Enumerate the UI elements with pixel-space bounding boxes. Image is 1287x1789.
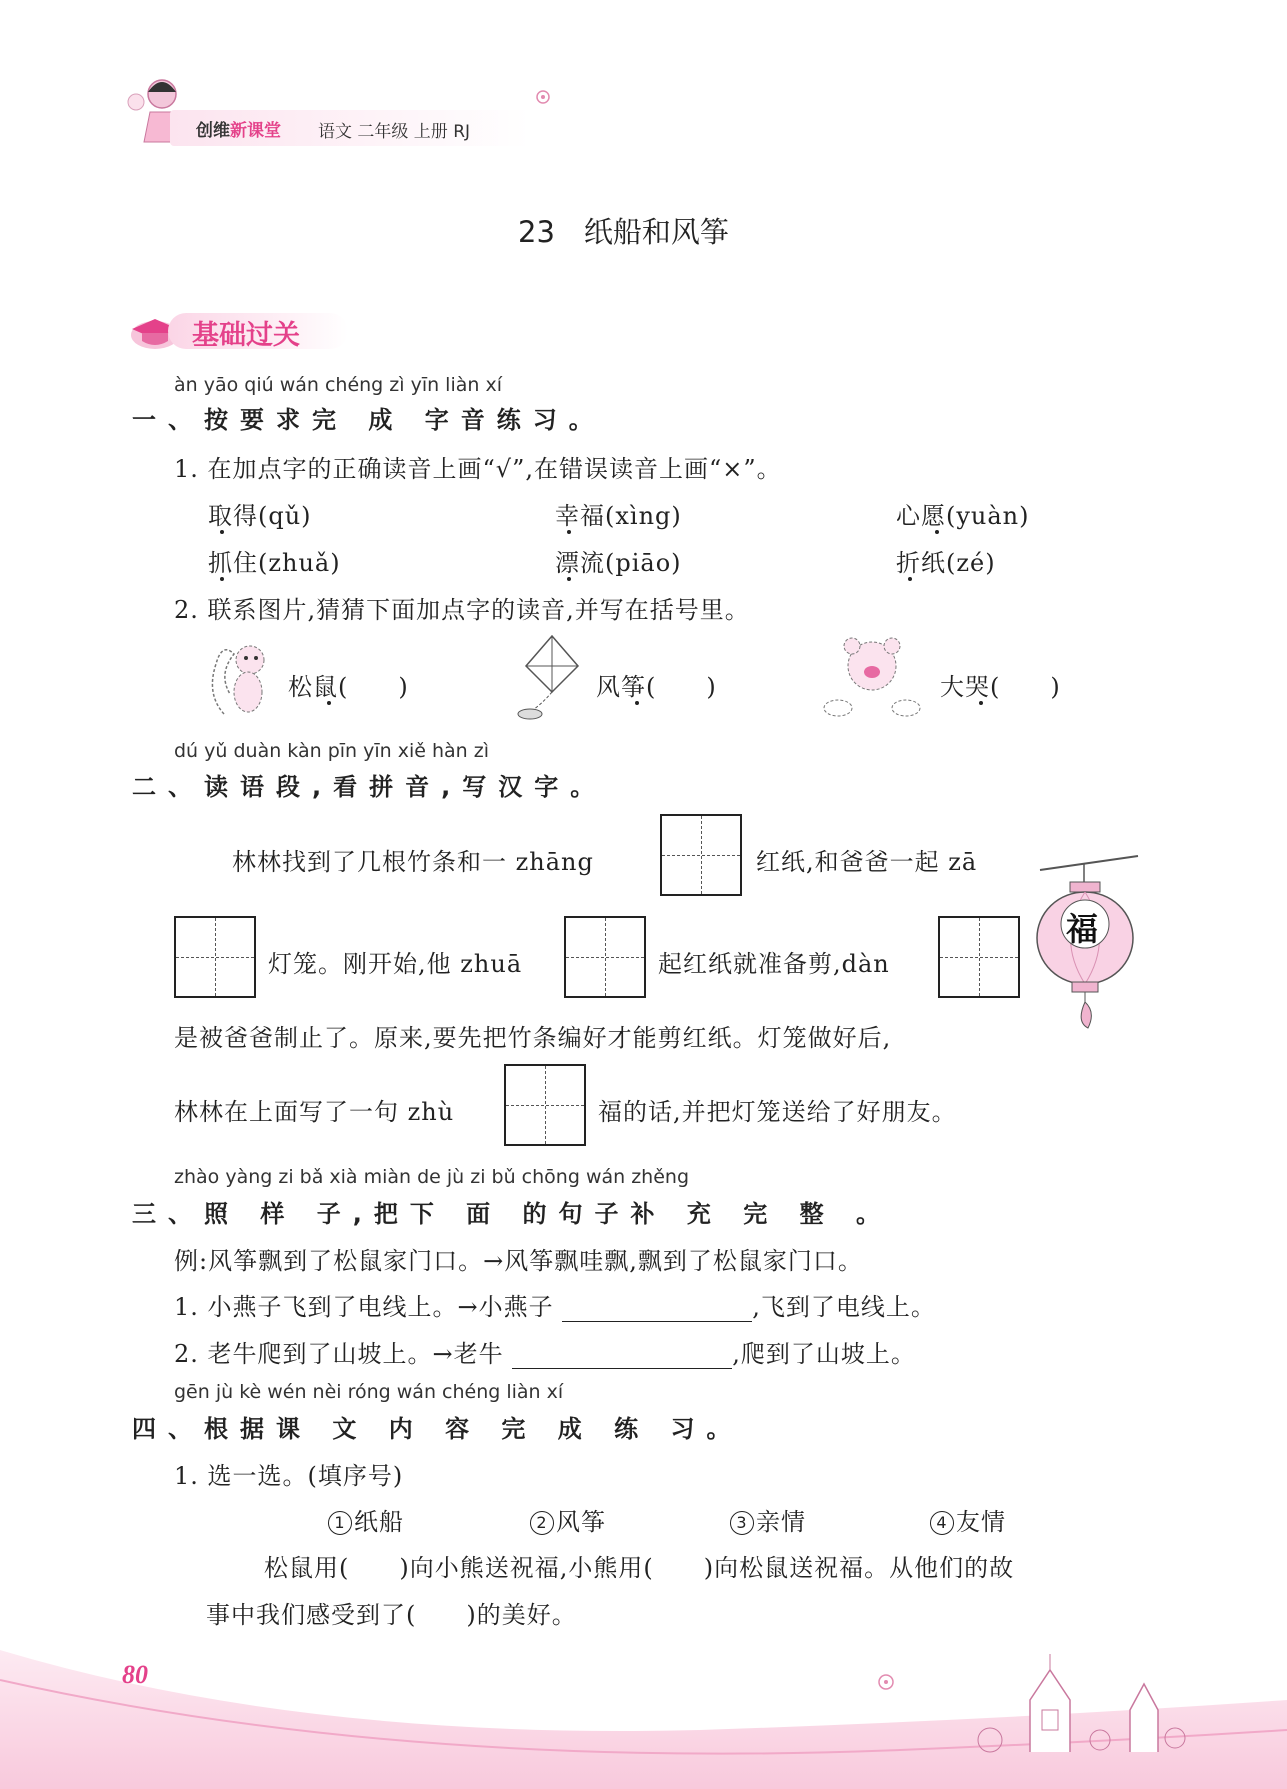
word-piaoliu: 漂流(piāo) [555,549,682,577]
q2-title: 二、读语段,看拼音,写汉字。 [132,773,607,801]
writing-box-dan[interactable] [938,916,1020,998]
option-2 [530,1502,606,1537]
word-zhezhi: 折纸(zé) [896,549,996,577]
q4-title: 四、根据课 文 内 容 完 成 练 习。 [132,1415,743,1443]
emphasis-dot [327,701,331,705]
writing-box-zhua[interactable] [564,916,646,998]
q1-title: 一、按要求完 成 字音练习。 [132,406,605,434]
q2-p1b: 红纸,和爸爸一起 zā [756,848,978,876]
section-badge [128,305,358,355]
option-number: 1 [328,1511,352,1535]
pic-word-fengzheng: 风筝( ) [596,673,717,701]
page-number: 80 [122,1660,148,1689]
emphasis-dot [220,577,224,581]
q3-s1-suffix: ,飞到了电线上。 [752,1293,936,1321]
q2-pinyin: dú yǔ duàn kàn pīn yīn xiě hàn zì [174,740,489,762]
q2-p4b: 福的话,并把灯笼送给了好朋友。 [598,1098,957,1126]
header-subject: 语文 二年级 上册 RJ [318,122,471,142]
emphasis-dot [567,530,571,534]
brand-name: 创维 [196,121,230,141]
flower-icon [874,1670,898,1694]
option-4 [930,1502,1006,1537]
flower-icon [532,86,554,108]
emphasis-dot [979,701,983,705]
squirrel-illustration [204,634,280,720]
section-badge-label: 基础过关 [192,320,300,351]
q4-paragraph-line2: 事中我们感受到了( )的美好。 [206,1601,577,1629]
option-3 [730,1502,806,1537]
header [120,72,560,152]
lesson-title: 23 纸船和风筝 [518,215,729,249]
q3-sentence2 [174,1334,916,1369]
answer-blank-1[interactable] [562,1295,752,1322]
q1-pinyin: àn yāo qiú wán chéng zì yīn liàn xí [174,374,502,396]
option-text: 纸船 [354,1508,404,1536]
emphasis-dot [908,577,912,581]
option-text: 亲情 [756,1508,806,1536]
option-text: 风筝 [556,1508,606,1536]
q2-p1a: 林林找到了几根竹条和一 zhāng [232,848,594,876]
word-xingfu: 幸福(xìng) [555,502,682,530]
option-number: 4 [930,1511,954,1535]
q3-title: 三、照 样 子,把下 面 的句子补 充 完 整 。 [132,1200,892,1228]
option-number: 2 [530,1511,554,1535]
writing-box-za[interactable] [174,916,256,998]
word-qude: 取得(qǔ) [208,502,312,530]
pic-word-songshu: 松鼠( ) [288,673,409,701]
emphasis-dot [935,530,939,534]
word-zhuazhu: 抓住(zhuǎ) [208,549,341,577]
q2-p3: 是被爸爸制止了。原来,要先把竹条编好才能剪红纸。灯笼做好后, [174,1024,892,1052]
q4-paragraph-line1: 松鼠用( )向小熊送祝福,小熊用( )向松鼠送祝福。从他们的故 [264,1554,1015,1582]
q1-item1: 1. 在加点字的正确读音上画“√”,在错误读音上画“×”。 [174,455,782,483]
q3-example: 例:风筝飘到了松鼠家门口。→风筝飘哇飘,飘到了松鼠家门口。 [174,1247,863,1275]
answer-blank-2[interactable] [512,1342,732,1369]
q1-item2: 2. 联系图片,猜猜下面加点字的读音,并写在括号里。 [174,596,750,624]
q2-p2a: 灯笼。刚开始,他 zhuā [268,950,523,978]
q3-pinyin: zhào yàng zi bǎ xià miàn de jù zi bǔ chōng wán zhěng [174,1166,690,1188]
q3-s2-prefix: 2. 老牛爬到了山坡上。→老牛 [174,1340,504,1368]
option-1 [328,1502,404,1537]
pic-word-daku: 大哭( ) [940,673,1061,701]
emphasis-dot [567,577,571,581]
emphasis-dot [220,530,224,534]
q2-p2b: 起红纸就准备剪,dàn [658,950,890,978]
q4-item1: 1. 选一选。(填序号) [174,1462,404,1490]
writing-box-zhu[interactable] [504,1064,586,1146]
word-xinyuan: 心愿(yuàn) [896,502,1030,530]
crying-bear-illustration [822,632,922,720]
kite-illustration [512,632,586,722]
lantern-character: 福 [1066,910,1099,948]
writing-box-zhang[interactable] [660,814,742,896]
q3-sentence1 [174,1287,936,1322]
q4-pinyin: gēn jù kè wén nèi róng wán chéng liàn xí [174,1381,564,1403]
option-text: 友情 [956,1508,1006,1536]
brand-highlight: 新课堂 [230,121,281,141]
q2-p4a: 林林在上面写了一句 zhù [174,1098,455,1126]
option-number: 3 [730,1511,754,1535]
castle-illustration [960,1640,1190,1760]
q3-s2-suffix: ,爬到了山坡上。 [732,1340,916,1368]
emphasis-dot [635,701,639,705]
q3-s1-prefix: 1. 小燕子飞到了电线上。→小燕子 [174,1293,554,1321]
